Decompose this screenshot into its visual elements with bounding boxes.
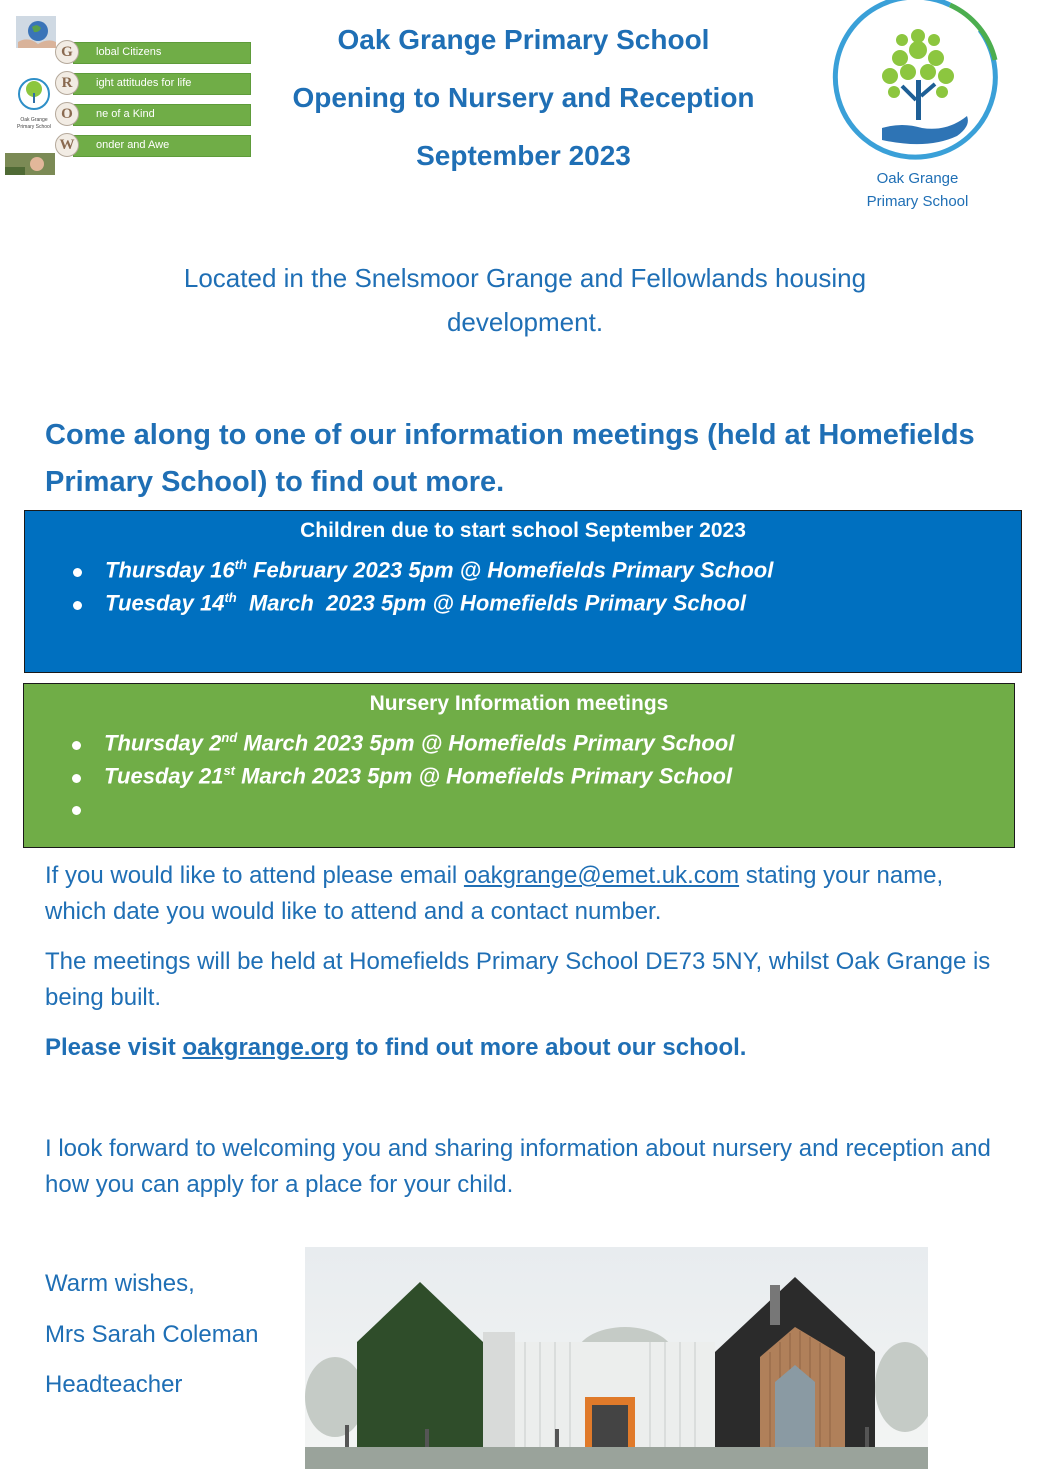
logo-name-line1: Oak Grange <box>876 170 959 187</box>
logo-name-line2: Primary School <box>866 193 969 210</box>
attend-paragraph: If you would like to attend please email oakgrange@emet.uk.com stating your name, which date you would like to attend and a contact number. <box>45 862 944 925</box>
grow-text: ight attitudes for life <box>96 77 192 89</box>
mini-logo-text: Oak Grange Primary School <box>17 117 51 130</box>
warm-wishes-text: Warm wishes, <box>45 1270 195 1297</box>
school-name-title: Oak Grange Primary School <box>337 24 710 55</box>
grow-text: onder and Awe <box>96 139 170 151</box>
come-along-heading: Come along to one of our information meetings (held at Homefields Primary School) to find out more. <box>45 419 975 498</box>
opening-title: Opening to Nursery and Reception <box>292 82 755 113</box>
website-link[interactable]: oakgrange.org <box>182 1034 350 1061</box>
grow-text: lobal Citizens <box>96 46 162 58</box>
list-item: Thursday 2nd March 2023 5pm @ Homefields Primary School <box>24 730 1014 763</box>
list-item: Tuesday 21st March 2023 5pm @ Homefields Primary School <box>24 763 1014 795</box>
email-link[interactable]: oakgrange@emet.uk.com <box>463 862 740 889</box>
grow-letter: W <box>55 133 79 157</box>
school-meetings-heading: Children due to start school September 2023 <box>300 519 746 542</box>
list-item: Thursday 16th February 2023 5pm @ Homefields Primary School <box>25 557 1021 590</box>
meetings-held-paragraph: The meetings will be held at Homefields Primary School DE73 5NY, whilst Oak Grange is being built. <box>45 948 991 1011</box>
list-item <box>24 795 1014 828</box>
grow-letter: O <box>55 102 79 126</box>
bullet-icon <box>72 774 81 783</box>
bullet-icon <box>72 741 81 750</box>
tree-hand-logo-icon <box>830 0 1010 160</box>
list-item: Tuesday 14th March 2023 5pm @ Homefields Primary School <box>25 590 1021 623</box>
date-title: September 2023 <box>416 140 631 171</box>
bullet-icon <box>72 806 81 815</box>
signer-role: Headteacher <box>45 1371 183 1398</box>
grow-text: ne of a Kind <box>96 108 155 120</box>
school-meetings-list <box>25 557 1021 623</box>
nursery-meetings-heading: Nursery Information meetings <box>369 692 669 715</box>
nursery-meetings-box <box>23 683 1015 848</box>
bullet-icon <box>73 568 82 577</box>
school-meetings-box <box>24 510 1022 673</box>
welcome-paragraph: I look forward to welcoming you and sharing information about nursery and reception and how you can apply for a place for your child. <box>45 1135 991 1198</box>
grow-letter: R <box>55 71 79 95</box>
location-text: Located in the Snelsmoor Grange and Fellowlands housing development. <box>183 263 867 337</box>
school-building-illustration <box>305 1247 928 1469</box>
visit-paragraph: Please visit oakgrange.org to find out more about our school. <box>45 1034 747 1061</box>
bullet-icon <box>73 601 82 610</box>
grow-letter: G <box>55 40 79 64</box>
signer-name: Mrs Sarah Coleman <box>45 1321 259 1348</box>
nursery-meetings-list <box>24 730 1014 828</box>
oak-grange-logo <box>830 0 1010 215</box>
